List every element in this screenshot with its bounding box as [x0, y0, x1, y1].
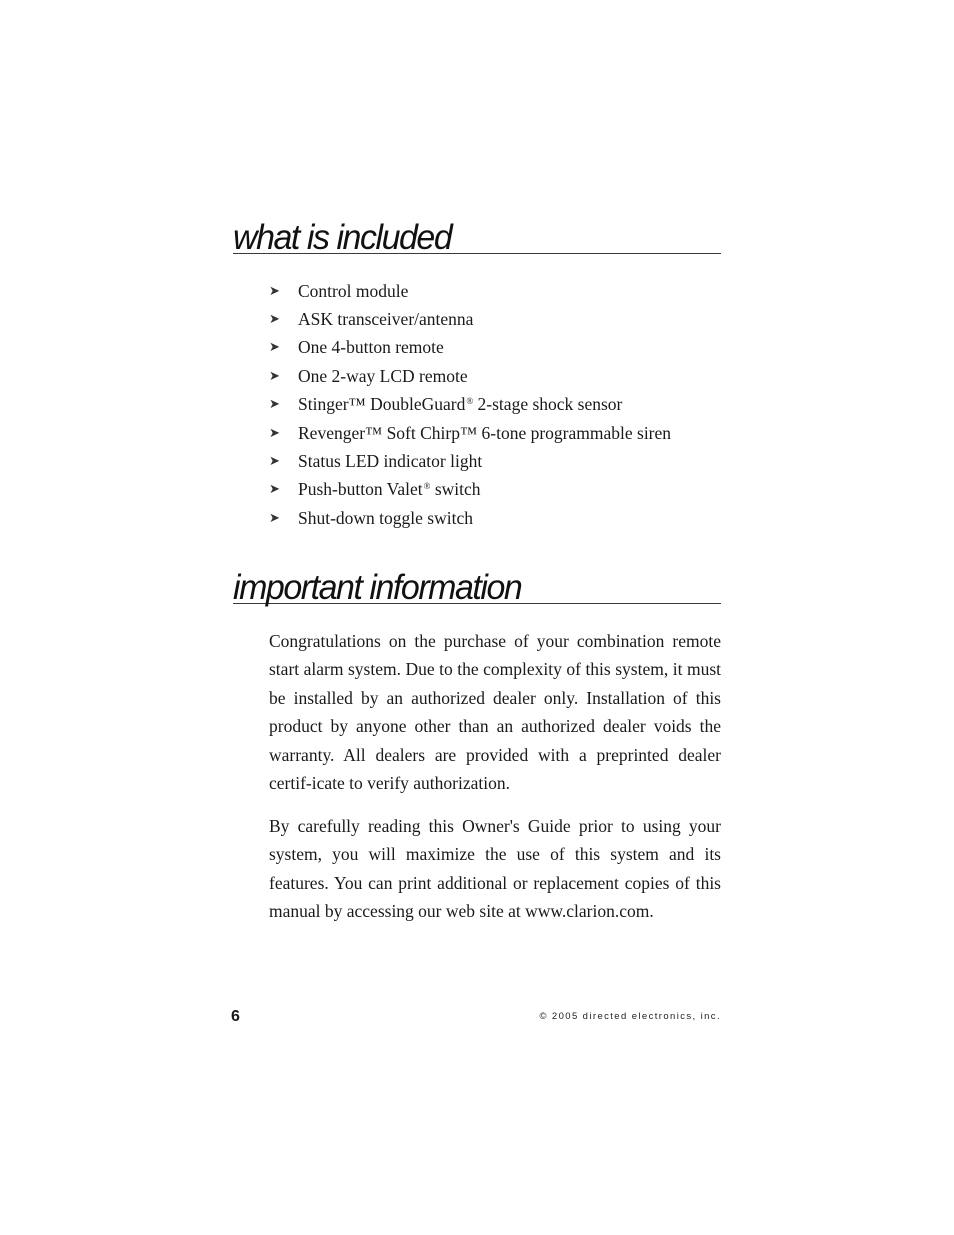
list-item-text: Shut-down toggle switch — [298, 507, 473, 528]
list-item — [269, 391, 671, 419]
paragraph-owners-guide: By carefully reading this Owner's Guide prior to using your system, you will maximize the use of this system and its features. You can print additional or replacement copies of this manual by accessing our web site at www.clarion.com. — [269, 816, 721, 922]
registered-mark: ® — [466, 396, 474, 407]
list-item — [269, 277, 671, 305]
paragraph-congratulations: Congratulations on the purchase of your combination remote start alarm system. Due to the complexity of this system, it must be installed by an authorized dealer only. Installation of this product by anyone other than an authorized dealer voids the warranty. All dealers are provided with a preprinted dealer certif-icate to verify authorization. — [269, 631, 721, 794]
heading-important-information — [233, 568, 721, 607]
arrow-bullet-icon: ➤ — [269, 283, 280, 299]
arrow-bullet-icon: ➤ — [269, 340, 280, 356]
list-item-text — [298, 394, 622, 415]
arrow-bullet-icon: ➤ — [269, 482, 280, 498]
list-item — [269, 447, 671, 475]
list-item — [269, 334, 671, 362]
list-item-text: Control module — [298, 280, 409, 301]
list-item-text: One 2-way LCD remote — [298, 365, 468, 386]
list-item-text-start: Push-button Valet — [298, 479, 423, 500]
list-item-text — [298, 479, 481, 500]
heading-text: what is included — [233, 218, 452, 257]
arrow-bullet-icon: ➤ — [269, 368, 280, 384]
arrow-bullet-icon: ➤ — [269, 312, 280, 328]
list-item — [269, 362, 671, 390]
arrow-bullet-icon: ➤ — [269, 425, 280, 441]
heading-what-is-included — [233, 218, 721, 257]
list-item — [269, 476, 671, 504]
arrow-bullet-icon: ➤ — [269, 397, 280, 413]
list-item — [269, 504, 671, 532]
list-item-text-start: Stinger™ DoubleGuard — [298, 394, 466, 415]
registered-mark: ® — [423, 481, 431, 492]
list-item — [269, 419, 671, 447]
heading-text: important information — [233, 568, 522, 607]
arrow-bullet-icon: ➤ — [269, 454, 280, 470]
list-item-text: Revenger™ Soft Chirp™ 6-tone programmable siren — [298, 422, 672, 443]
list-item-text: Status LED indicator light — [298, 451, 483, 472]
list-item-text: ASK transceiver/antenna — [298, 309, 474, 330]
list-item-text-end: 2-stage shock sensor — [473, 394, 623, 415]
arrow-bullet-icon: ➤ — [269, 510, 280, 526]
list-item-text: One 4-button remote — [298, 337, 444, 358]
page-number: 6 — [231, 1008, 240, 1025]
list-item — [269, 305, 671, 333]
copyright-notice: © 2005 directed electronics, inc. — [539, 1011, 721, 1022]
list-item-text-end: switch — [430, 479, 481, 500]
included-items-list — [269, 277, 671, 533]
